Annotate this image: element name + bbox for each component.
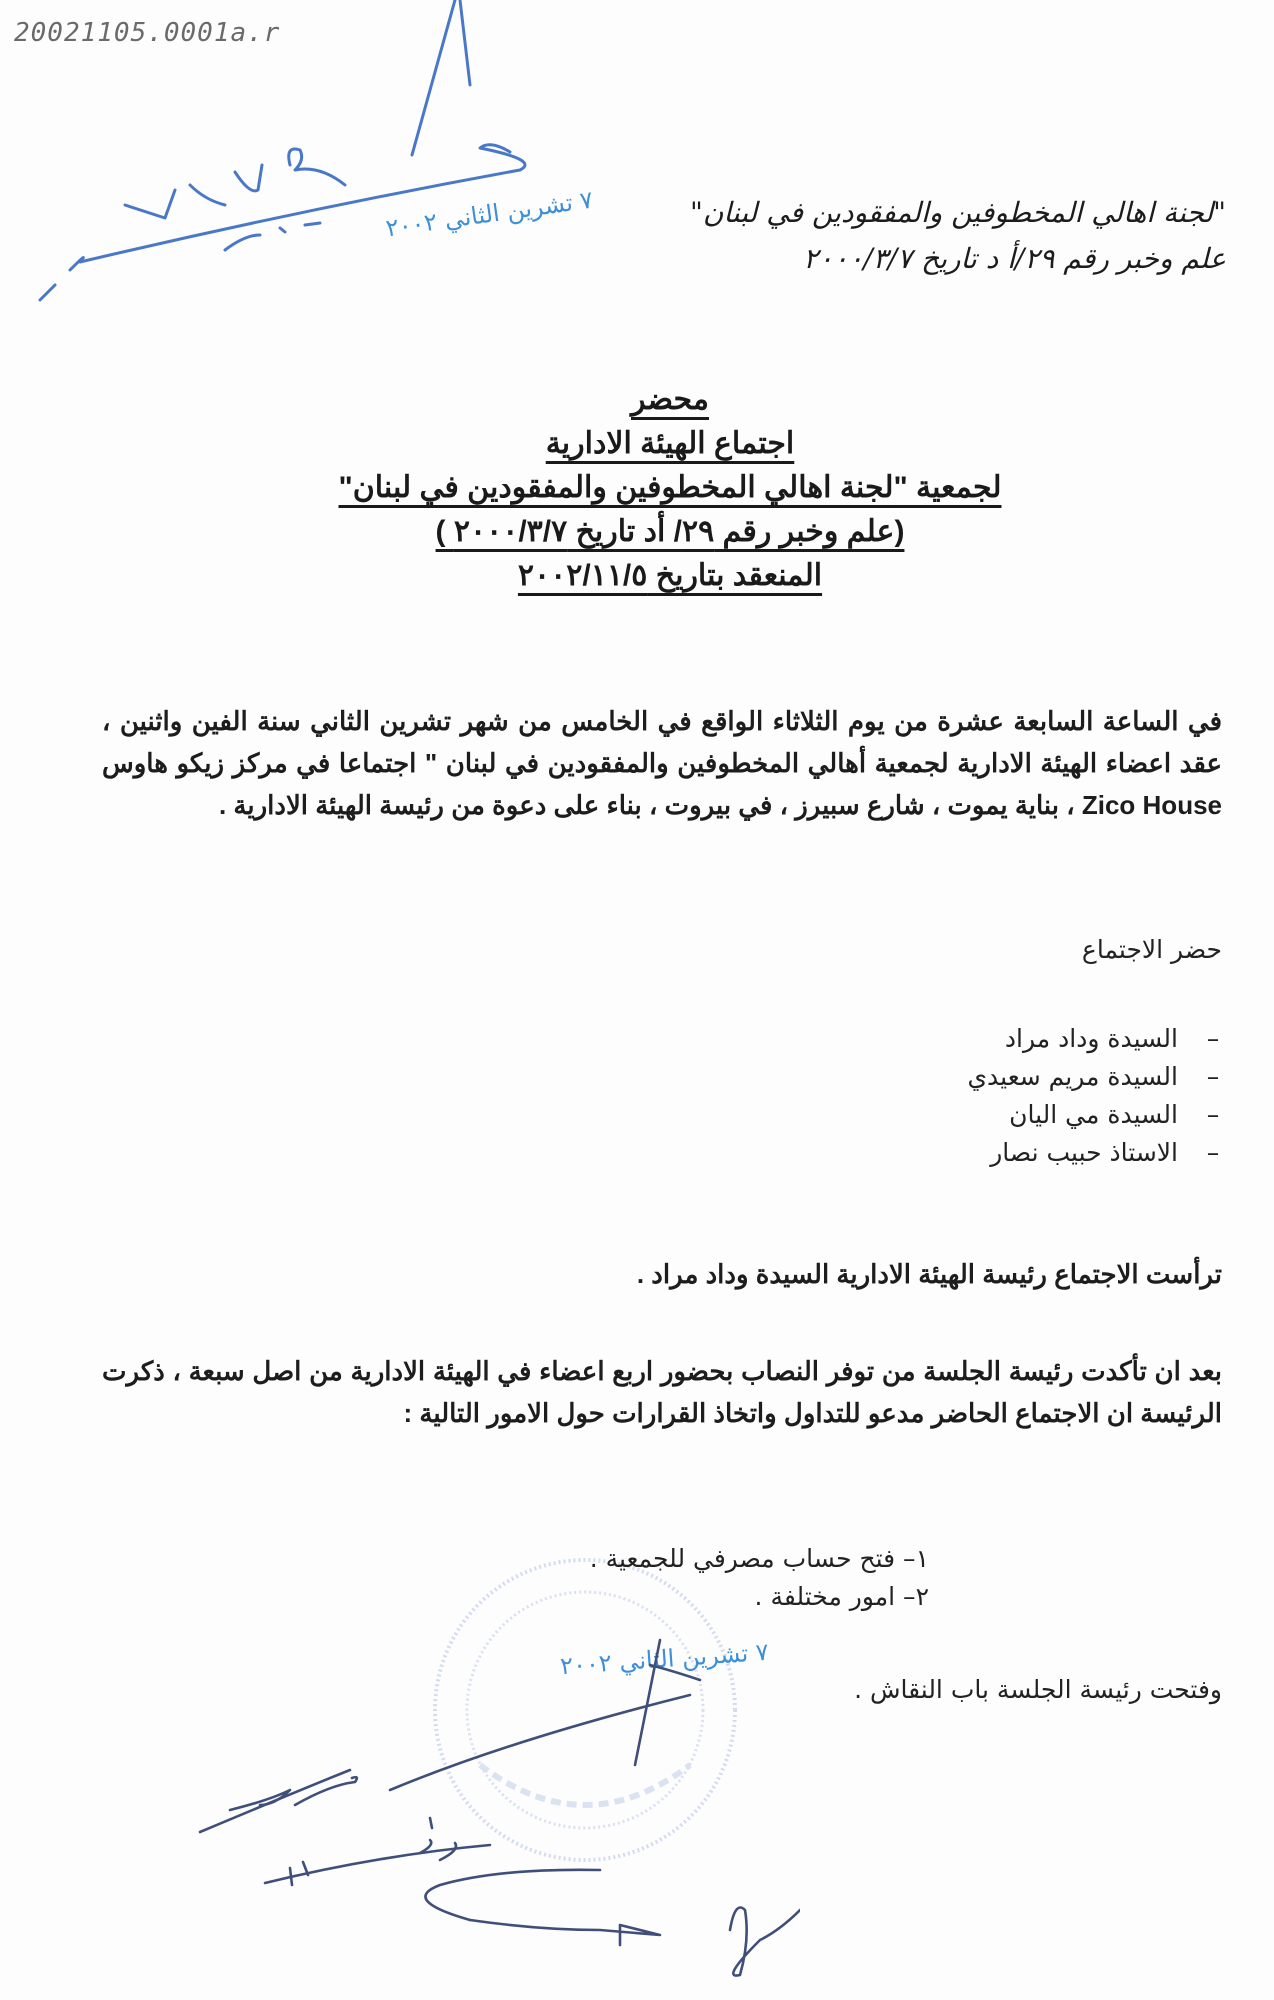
attendee-name: السيدة وداد مراد	[1004, 1024, 1178, 1053]
handwritten-stroke	[305, 223, 320, 225]
handwritten-stroke	[412, 0, 455, 155]
archive-annotation: 20021105.0001a.r	[14, 18, 281, 48]
signature-2	[265, 1845, 490, 1883]
letterhead	[526, 190, 1226, 282]
signature-1	[295, 1777, 357, 1805]
title-line	[240, 554, 1100, 598]
attendee-name: الاستاذ حبيب نصار	[990, 1138, 1178, 1167]
registration-line: علم وخبر رقم ٢٩/أ د تاريخ ٢٠٠٠/٣/٧	[803, 242, 1226, 275]
opening-paragraph: في الساعة السابعة عشرة من يوم الثلاثاء الواقع في الخامس من شهر تشرين الثاني سنة الفين واثنين ، عقد اعضاء الهيئة الادارية لجمعية أهالي المخطوفين والمفقودين في لبنان " اجتماعا في مركز زيكو هاوس Zico House ، بناية يموت ، شارع سبيرز ، في بيروت ، بناء على دعوة من رئيسة الهيئة الادارية .	[102, 706, 1222, 820]
list-dash: –	[1206, 1100, 1220, 1129]
stamp-date: ٧ تشرين الثاني ٢٠٠٢	[559, 1637, 770, 1681]
list-item	[822, 1020, 1222, 1058]
minutes-title-block	[240, 378, 1100, 598]
handwritten-digit	[190, 185, 225, 205]
handwritten-digit	[125, 190, 175, 218]
signatures	[180, 1600, 800, 2000]
attendee-name: السيدة مي اليان	[1009, 1100, 1178, 1129]
discussion-paragraph: وفتحت رئيسة الجلسة باب النقاش .	[854, 1675, 1222, 1704]
attendee-name: السيدة مريم سعيدي	[967, 1062, 1178, 1091]
title-line	[240, 510, 1100, 554]
handwritten-date-top: ٧ تشرين الثاني ٢٠٠٢	[384, 185, 595, 243]
title-line	[240, 466, 1100, 510]
title-minutes: محضر	[630, 383, 709, 416]
handwritten-digit	[235, 165, 262, 191]
agenda-item: ٢– امور مختلفة .	[754, 1582, 929, 1611]
list-item	[822, 1134, 1222, 1172]
agenda-item: ١– فتح حساب مصرفي للجمعية .	[589, 1544, 929, 1573]
list-item	[822, 1096, 1222, 1134]
title-meeting: اجتماع الهيئة الادارية	[545, 427, 795, 460]
organization-name: "لجنة اهالي المخطوفين والمفقودين في لبنان"	[689, 196, 1226, 229]
title-date: المنعقد بتاريخ ٢٠٠٢/١١/٥	[517, 559, 823, 592]
title-registration: (علم وخبر رقم ٢٩/ أد تاريخ ٢٠٠٠/٣/٧ )	[435, 515, 905, 548]
handwritten-stroke	[460, 0, 470, 85]
list-dash: –	[1206, 1138, 1220, 1167]
handwritten-stroke	[40, 285, 55, 300]
chair-paragraph: ترأست الاجتماع رئيسة الهيئة الادارية السيدة وداد مراد .	[636, 1259, 1222, 1289]
signature-3	[470, 1920, 660, 1945]
handwritten-stroke	[225, 235, 260, 250]
list-item	[822, 1058, 1222, 1096]
title-association: لجمعية "لجنة اهالي المخطوفين والمفقودين في لبنان"	[338, 471, 1002, 504]
handwritten-stroke	[280, 228, 285, 232]
list-dash: –	[1206, 1024, 1220, 1053]
signature-chair	[650, 1665, 700, 1680]
title-line	[240, 422, 1100, 466]
quorum-paragraph: بعد ان تأكدت رئيسة الجلسة من توفر النصاب بحضور اربع اعضاء في الهيئة الادارية من اصل سبعة ، ذكرت الرئيسة ان الاجتماع الحاضر مدعو للتداول واتخاذ القرارات حول الامور التالية :	[102, 1356, 1222, 1428]
handwritten-digit	[289, 149, 345, 185]
attendance-heading: حضر الاجتماع	[1081, 935, 1222, 964]
signature-2	[430, 1818, 432, 1828]
attendee-list	[822, 1020, 1222, 1172]
signature-3	[425, 1870, 600, 1920]
signature-4	[730, 1908, 800, 1976]
list-dash: –	[1206, 1062, 1220, 1091]
title-line	[240, 378, 1100, 422]
